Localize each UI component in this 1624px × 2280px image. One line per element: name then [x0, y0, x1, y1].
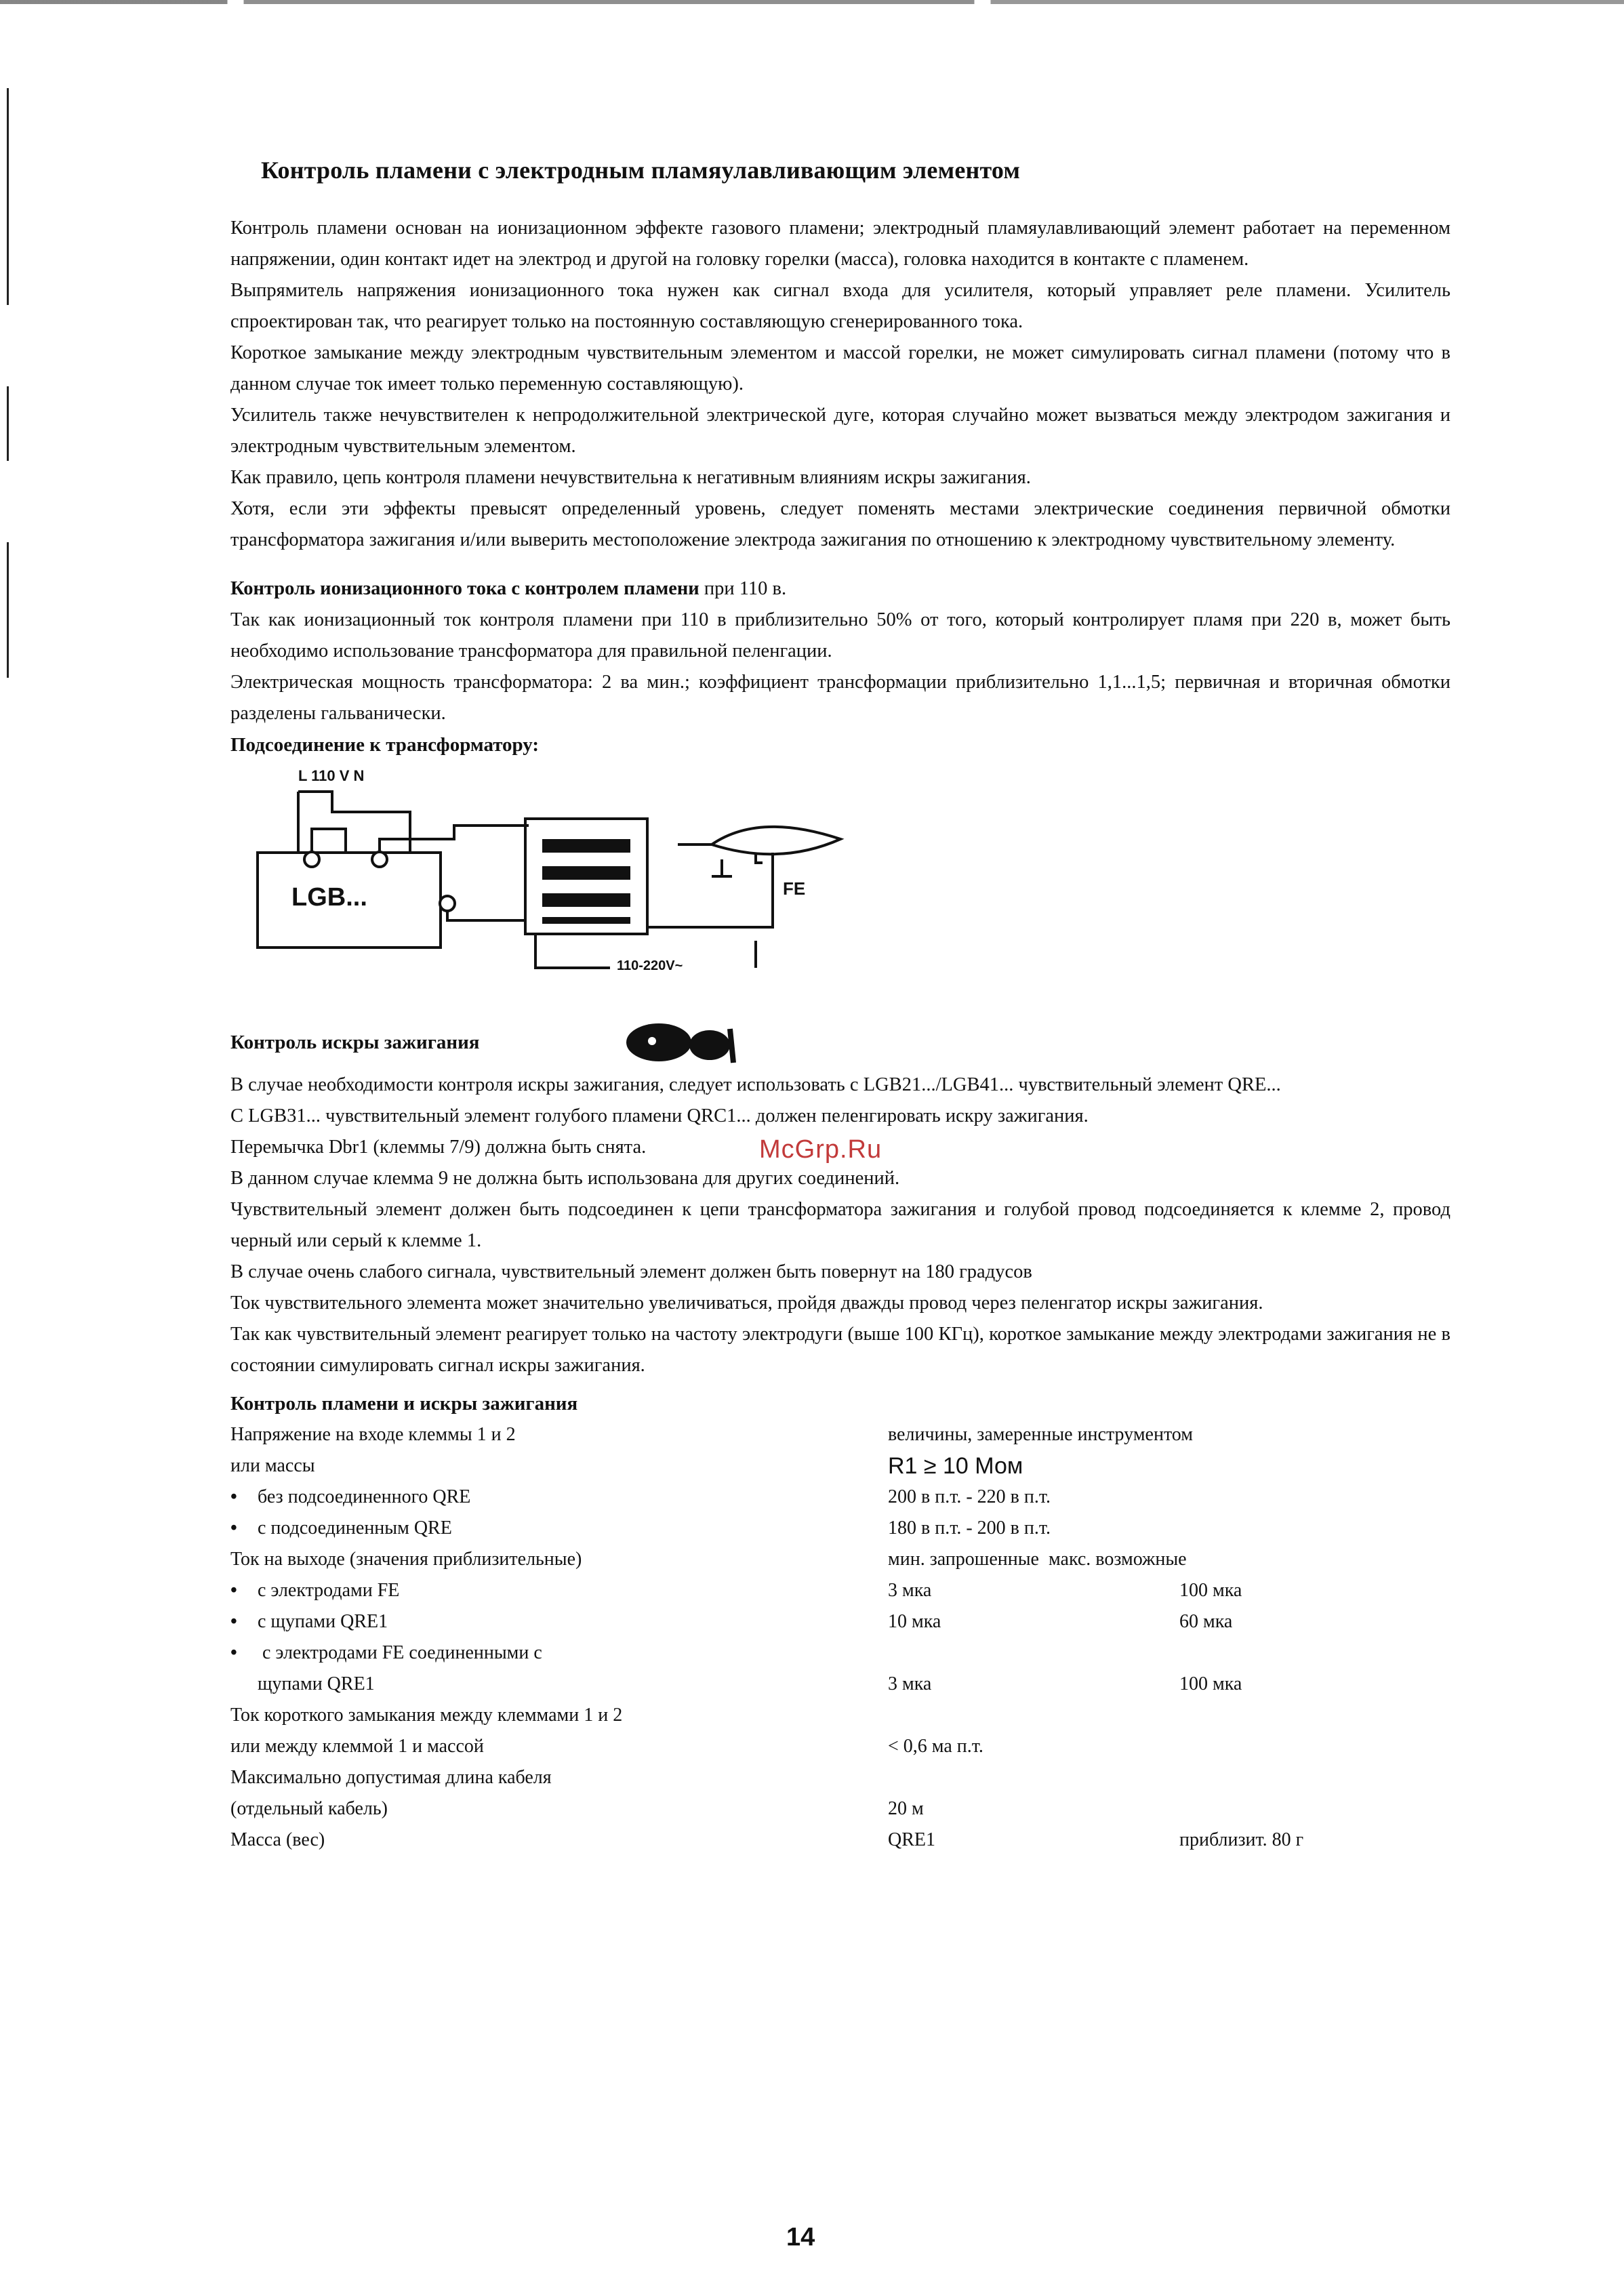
section-heading [230, 573, 1450, 605]
paragraph: Перемычка Dbr1 (клеммы 7/9) должна быть снята. [230, 1137, 647, 1158]
spec-value-max: 100 мка [1179, 1580, 1242, 1601]
transformer-coil [542, 917, 630, 924]
section-spark-control [230, 1015, 1450, 1381]
paragraph: Так как чувствительный элемент реагирует только на частоту электродуги (выше 100 КГц), короткое замыкание между электродами зажигания не в состоянии симулировать сигнал искры зажигания. [230, 1324, 1450, 1376]
transformer-coil [542, 893, 630, 907]
spec-row [230, 1731, 1450, 1762]
spec-label: Напряжение на входе клеммы 1 и 2 [230, 1424, 516, 1445]
spec-col-header: мин. запрошенные [888, 1549, 1039, 1570]
spec-col-header: макс. возможные [1049, 1549, 1187, 1570]
spec-label: Масса (вес) [230, 1829, 325, 1850]
device-label: LGB... [291, 883, 367, 912]
paragraph: Ток чувствительного элемента может значительно увеличиваться, пройдя дважды провод через пеленгатор искры зажигания. [230, 1292, 1263, 1314]
spec-label: (отдельный кабель) [230, 1798, 388, 1819]
spec-label: Ток короткого замыкания между клеммами 1 и 2 [230, 1705, 623, 1726]
connection-heading: Подсоединение к трансформатору: [230, 734, 540, 756]
paragraph: Хотя, если эти эффекты превысят определенный уровень, следует поменять местами электрические соединения первичной обмотки трансформатора зажигания и/или выверить местоположение электрода зажигания по отношению к электродному чувствительному элементу. [230, 498, 1450, 550]
spec-value-max: 100 мка [1179, 1673, 1242, 1694]
spec-row [230, 1482, 1450, 1513]
spec-heading: Контроль пламени и искры зажигания [230, 1393, 578, 1414]
document-page [230, 156, 1450, 1856]
paragraph: Выпрямитель напряжения ионизационного тока нужен как сигнал входа для усилителя, который управляет реле пламени. Усилитель спроектирован так, что реагирует только на постоянную составляющую сгенерированного тока. [230, 280, 1450, 332]
spec-label: • с щупами QRE1 [230, 1606, 888, 1637]
wire-secondary [647, 893, 773, 927]
paragraph: Усилитель также нечувствителен к непродолжительной электрической дуге, которая случайно может вызваться между электродом зажигания и электродным чувствительным элементом. [230, 405, 1450, 457]
section-flame-control [230, 213, 1450, 556]
spec-label: • с электродами FE [230, 1575, 888, 1606]
watermark: McGrp.Ru [759, 1135, 882, 1164]
wire-n [298, 792, 410, 851]
paragraph: Электрическая мощность трансформатора: 2 ва мин.; коэффициент трансформации приблизительно 1,1...1,5; первичная и вторичная обмотки разделены гальванически. [230, 672, 1450, 724]
spec-row [230, 1575, 1450, 1606]
paragraph: В случае необходимости контроля искры зажигания, следует использовать с LGB21.../LGB41... чувствительный элемент QRE... [230, 1074, 1281, 1095]
spec-row [230, 1700, 1450, 1731]
scan-margin-mark [7, 386, 9, 461]
paragraph: Как правило, цепь контроля пламени нечувствительна к негативным влияниям искры зажигания. [230, 467, 1031, 488]
scan-margin-mark [7, 88, 9, 305]
spec-row [230, 1825, 1450, 1856]
spec-label-line: щупами QRE1 [258, 1673, 375, 1694]
supply-label: L 110 V N [298, 767, 365, 784]
spec-value: 200 в п.т. - 220 в п.т. [888, 1486, 1051, 1507]
spec-row [230, 1762, 1450, 1793]
wire-primary [380, 826, 529, 851]
spec-label: Максимально допустимая длина кабеля [230, 1767, 552, 1788]
spec-value: 180 в п.т. - 200 в п.т. [888, 1518, 1051, 1539]
spec-row [230, 1793, 1450, 1825]
spec-value: QRE1 [888, 1829, 935, 1850]
spec-table [230, 1388, 1450, 1856]
transformer-coil [542, 839, 630, 853]
paragraph: Чувствительный элемент должен быть подсоединен к цепи трансформатора зажигания и голубой провод подсоединяется к клемме 2, провод черный или серый к клемме 1. [230, 1199, 1450, 1251]
paragraph: Так как ионизационный ток контроля пламени при 110 в приблизительно 50% от того, который контролирует пламя при 220 в, может быть необходимо использование трансформатора для правильной пеленгации. [230, 609, 1450, 661]
scan-margin-mark [7, 542, 9, 678]
electrode-label: FE [783, 878, 806, 899]
section-heading-row [230, 1015, 1450, 1070]
section-heading-bold: Контроль ионизационного тока с контролем пламени [230, 578, 699, 599]
wire-bridge [312, 829, 346, 851]
terminal-circle [372, 852, 387, 867]
spec-row [230, 1513, 1450, 1544]
wire-terminal-1 [447, 910, 525, 920]
spec-row [230, 1606, 1450, 1637]
terminal-circle [304, 852, 319, 867]
spec-label: Ток на выходе (значения приблизительные) [230, 1549, 582, 1570]
paragraph: В данном случае клемма 9 не должна быть использована для других соединений. [230, 1168, 900, 1189]
spec-value-min: 3 мка [888, 1580, 932, 1601]
burner-flame-shape [712, 827, 840, 854]
page-title: Контроль пламени с электродным пламяулавливающим элементом [261, 157, 1021, 184]
spec-label: • без подсоединенного QRE [230, 1482, 888, 1513]
scan-edge-top [0, 0, 1624, 4]
spec-row [230, 1450, 1450, 1482]
spec-value-min: 10 мка [888, 1611, 941, 1632]
spec-row [230, 1637, 1450, 1700]
secondary-label: 110-220V~ [617, 958, 683, 973]
transformer-coil [542, 866, 630, 880]
spec-row [230, 1419, 1450, 1450]
section-heading: Контроль искры зажигания [230, 1032, 480, 1053]
spark-electrode-icon [622, 1015, 757, 1070]
terminal-circle [440, 896, 455, 911]
spec-value: < 0,6 ма п.т. [888, 1736, 983, 1757]
paragraph: В случае очень слабого сигнала, чувствительный элемент должен быть повернут на 180 градусов [230, 1261, 1032, 1282]
wire-secondary-bottom [535, 934, 610, 968]
paragraph: Контроль пламени основан на ионизационном эффекте газового пламени; электродный пламяулавливающий элемент работает на переменном напряжении, один контакт идет на электрод и другой на головку горелки (масса), головка находится в контакте с пламенем. [230, 218, 1450, 270]
transformer-wiring-diagram [244, 765, 922, 988]
spec-value-max: 60 мка [1179, 1611, 1233, 1632]
spec-label: или между клеммой 1 и массой [230, 1736, 484, 1757]
spec-label-line: с электродами FE соединенными с [262, 1642, 542, 1663]
paragraph: Короткое замыкание между электродным чувствительным элементом и массой горелки, не может симулировать сигнал пламени (потому что в данном случае ток имеет только переменную составляющую). [230, 342, 1450, 394]
spec-row [230, 1544, 1450, 1575]
spec-label [230, 1637, 888, 1700]
spec-value: R1 ≥ 10 Мом [888, 1453, 1023, 1479]
page-number: 14 [786, 2223, 815, 2252]
section-ionization-110v [230, 573, 1450, 988]
spec-value: величины, замеренные инструментом [888, 1424, 1193, 1445]
paragraph: С LGB31... чувствительный элемент голубого пламени QRC1... должен пеленгировать искру зажигания. [230, 1105, 1089, 1126]
section-heading-rest: при 110 в. [699, 578, 787, 599]
wiring-diagram-svg [244, 765, 922, 988]
spec-value: 20 м [888, 1798, 924, 1819]
spec-label: или массы [230, 1455, 315, 1476]
ground-symbol [712, 859, 732, 876]
spec-value: приблизит. 80 г [1179, 1829, 1304, 1850]
spec-label: • с подсоединенным QRE [230, 1513, 888, 1544]
spec-value-min: 3 мка [888, 1673, 932, 1694]
